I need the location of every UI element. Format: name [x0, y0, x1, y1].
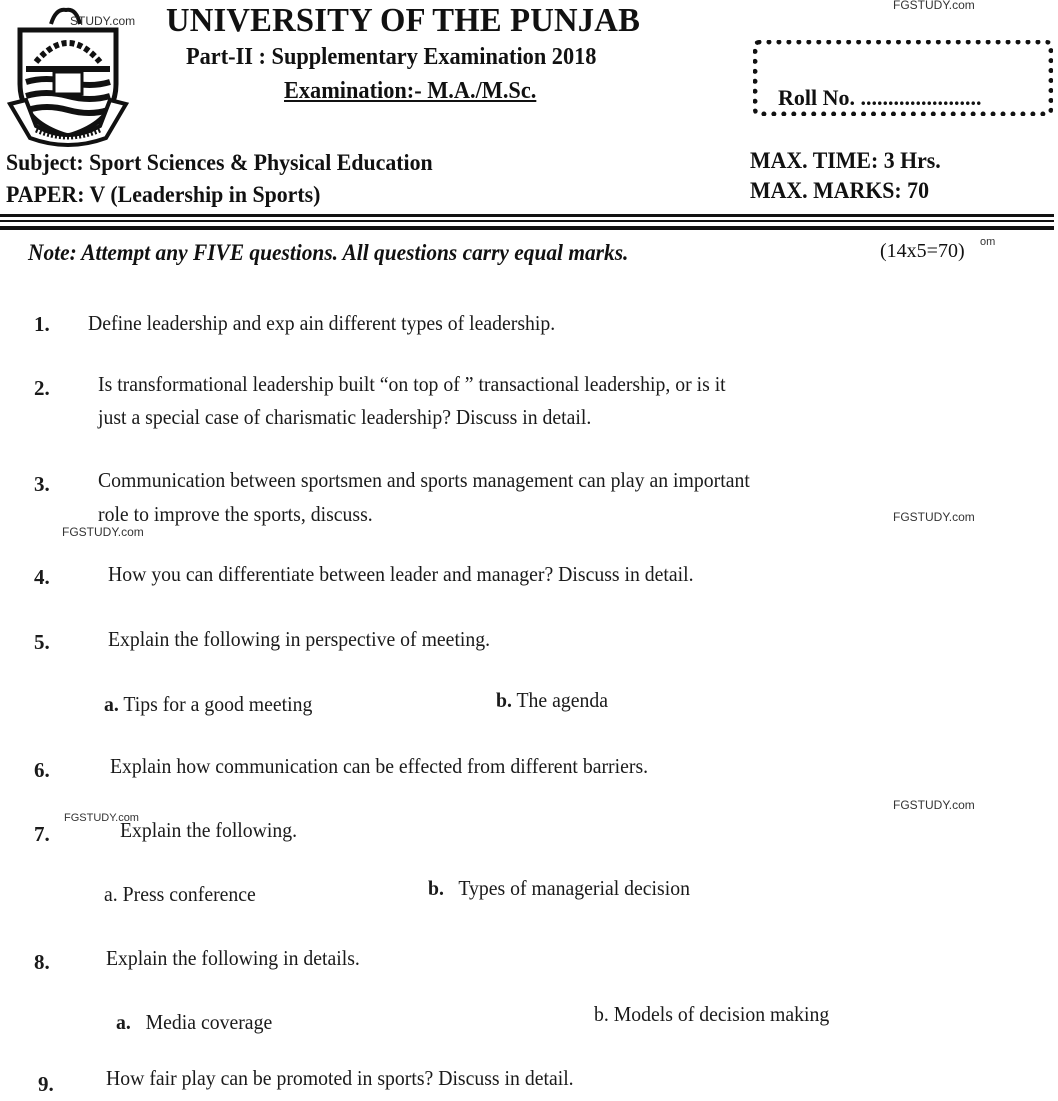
part-text: Press conference [122, 882, 256, 906]
question-4 [34, 565, 50, 590]
roll-number-field: Roll No. ...................... [778, 85, 982, 110]
question-text: just a special case of charismatic leadership? Discuss in detail. [98, 405, 592, 429]
question-text: Explain the following in details. [106, 946, 360, 970]
part-text: The agenda [516, 688, 609, 712]
question-part-b [594, 1002, 829, 1027]
question-3 [34, 472, 50, 497]
question-number: 4. [34, 565, 50, 589]
watermark: FGSTUDY.com [64, 812, 139, 824]
question-text: Define leadership and exp ain different types of leadership. [88, 311, 556, 335]
question-number: 8. [34, 950, 50, 974]
question-part-a [104, 692, 312, 717]
part-label: b. [428, 876, 444, 900]
subject-label: Subject: Sport Sciences & Physical Education [6, 150, 433, 175]
question-text: Explain the following in perspective of meeting. [108, 627, 491, 651]
watermark: FGSTUDY.com [893, 510, 975, 524]
question-number: 2. [34, 376, 50, 400]
question-part-a [104, 882, 256, 907]
question-number: 3. [34, 472, 50, 496]
question-2 [34, 376, 50, 401]
marks-distribution: (14x5=70) [880, 240, 965, 262]
part-text: Models of decision making [613, 1002, 830, 1026]
question-text: Explain how communication can be effected from different barriers. [110, 754, 649, 778]
header-divider [0, 214, 1054, 217]
part-text: Tips for a good meeting [123, 692, 313, 716]
question-number: 5. [34, 630, 50, 654]
question-text: Communication between sportsmen and sports management can play an important [98, 468, 750, 492]
question-8 [34, 950, 50, 975]
exam-session: Part-II : Supplementary Examination 2018 [186, 44, 597, 70]
question-number: 1. [34, 312, 50, 336]
question-5 [34, 630, 50, 655]
roll-number-box [753, 40, 1053, 116]
part-label: a. [116, 1010, 131, 1034]
question-text: How fair play can be promoted in sports? Discuss in detail. [106, 1066, 574, 1090]
part-text: Media coverage [145, 1010, 273, 1034]
question-9 [38, 1072, 54, 1097]
university-title: UNIVERSITY OF THE PUNJAB [166, 2, 641, 39]
question-text: Is transformational leadership built “on top of ” transactional leadership, or is it [98, 372, 726, 396]
question-part-b [496, 688, 608, 713]
question-number: 9. [38, 1072, 54, 1096]
question-part-b [428, 876, 690, 901]
paper-label: PAPER: V (Leadership in Sports) [6, 182, 321, 207]
instructions-note: Note: Attempt any FIVE questions. All questions carry equal marks. [28, 240, 629, 265]
exam-type: Examination:- M.A./M.Sc. [284, 78, 537, 104]
part-label: a. [104, 692, 119, 716]
question-number: 7. [34, 822, 50, 846]
question-text: Explain the following. [120, 818, 298, 842]
question-7 [34, 822, 50, 847]
question-number: 6. [34, 758, 50, 782]
watermark: FGSTUDY.com [893, 798, 975, 812]
question-text: How you can differentiate between leader and manager? Discuss in detail. [108, 562, 694, 586]
question-text: role to improve the sports, discuss. [98, 502, 373, 526]
watermark: FGSTUDY.com [893, 0, 975, 12]
header-divider [0, 220, 1054, 222]
part-label: a. [104, 882, 118, 906]
part-text: Types of managerial decision [458, 876, 690, 900]
part-label: b. [594, 1002, 609, 1026]
header-divider [0, 226, 1054, 230]
watermark: om [980, 236, 996, 248]
part-label: b. [496, 688, 512, 712]
watermark: STUDY.com [70, 14, 136, 28]
question-6 [34, 758, 50, 783]
max-time: MAX. TIME: 3 Hrs. [750, 148, 941, 173]
question-part-a [116, 1010, 272, 1035]
watermark: FGSTUDY.com [62, 525, 144, 539]
question-1 [34, 312, 50, 337]
max-marks: MAX. MARKS: 70 [750, 178, 930, 203]
